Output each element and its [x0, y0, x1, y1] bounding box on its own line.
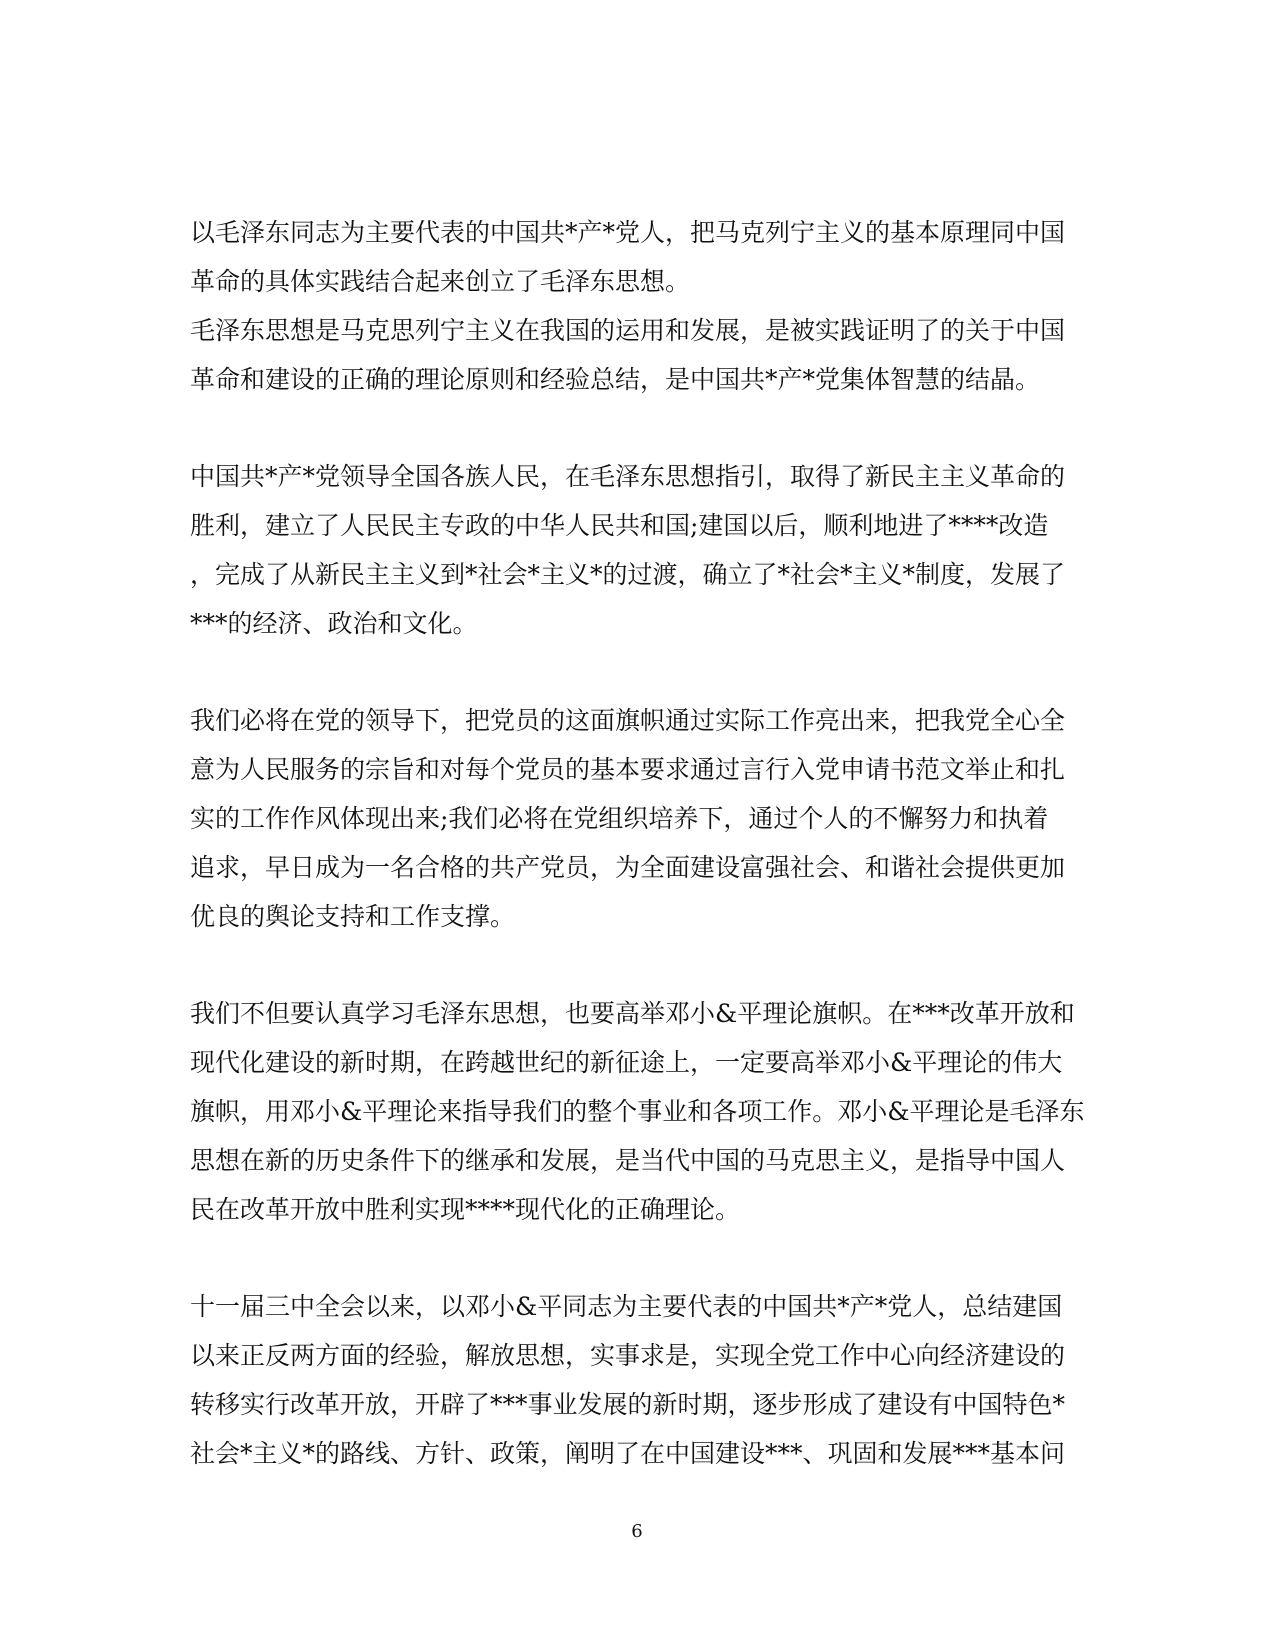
text-line: 现代化建设的新时期，在跨越世纪的新征途上，一定要高举邓小&平理论的伟大: [190, 1048, 1063, 1077]
text-line: 追求，早日成为一名合格的共产党员，为全面建设富强社会、和谐社会提供更加: [190, 853, 1066, 882]
text-line: 我们不但要认真学习毛泽东思想，也要高举邓小&平理论旗帜。在***改革开放和: [190, 999, 1075, 1028]
text-line: 十一届三中全会以来，以邓小&平同志为主要代表的中国共*产*党人，总结建国: [190, 1292, 1063, 1321]
text-line: 革命的具体实践结合起来创立了毛泽东思想。: [190, 267, 691, 296]
paragraph-2: [190, 306, 1070, 404]
paragraph-gap: [190, 404, 1070, 452]
text-line: 以毛泽东同志为主要代表的中国共*产*党人，把马克列宁主义的基本原理同中国: [190, 218, 1066, 247]
paragraph-4: [190, 696, 1070, 941]
text-line: 民在改革开放中胜利实现****现代化的正确理论。: [190, 1195, 741, 1224]
paragraph-5: [190, 989, 1085, 1234]
page-number: 6: [631, 1521, 643, 1542]
text-line: 社会*主义*的路线、方针、政策，阐明了在中国建设***、巩固和发展***基本问: [190, 1439, 1066, 1468]
text-line: 转移实行改革开放，开辟了***事业发展的新时期，逐步形成了建设有中国特色*: [190, 1390, 1066, 1419]
text-line: 意为人民服务的宗旨和对每个党员的基本要求通过言行入党申请书范文举止和扎: [190, 755, 1066, 784]
paragraph-3: [190, 452, 1070, 648]
text-line: 革命和建设的正确的理论原则和经验总结，是中国共*产*党集体智慧的结晶。: [190, 365, 1041, 394]
paragraph-gap: [190, 648, 1070, 696]
paragraph-gap: [190, 941, 1070, 989]
paragraph-1: [190, 208, 1070, 306]
text-line: 我们必将在党的领导下，把党员的这面旗帜通过实际工作亮出来，把我党全心全: [190, 706, 1066, 735]
text-line: 胜利，建立了人民民主专政的中华人民共和国;建国以后，顺利地进了****改造: [190, 511, 1049, 540]
text-line: ，完成了从新民主主义到*社会*主义*的过渡，确立了*社会*主义*制度，发展了: [190, 560, 1066, 589]
document-body: [190, 208, 1085, 1478]
text-line: ***的经济、政治和文化。: [190, 609, 478, 638]
text-line: 思想在新的历史条件下的继承和发展，是当代中国的马克思主义，是指导中国人: [190, 1146, 1066, 1175]
paragraph-6: [190, 1282, 1070, 1478]
text-line: 优良的舆论支持和工作支撑。: [190, 902, 516, 931]
text-line: 实的工作作风体现出来;我们必将在党组织培养下，通过个人的不懈努力和执着: [190, 804, 1049, 833]
paragraph-gap: [190, 1234, 1070, 1282]
text-line: 以来正反两方面的经验，解放思想，实事求是，实现全党工作中心向经济建设的: [190, 1341, 1066, 1370]
text-line: 毛泽东思想是马克思列宁主义在我国的运用和发展，是被实践证明了的关于中国: [190, 316, 1066, 345]
text-line: 旗帜，用邓小&平理论来指导我们的整个事业和各项工作。邓小&平理论是毛泽东: [190, 1097, 1085, 1126]
text-line: 中国共*产*党领导全国各族人民，在毛泽东思想指引，取得了新民主主义革命的: [190, 462, 1066, 491]
